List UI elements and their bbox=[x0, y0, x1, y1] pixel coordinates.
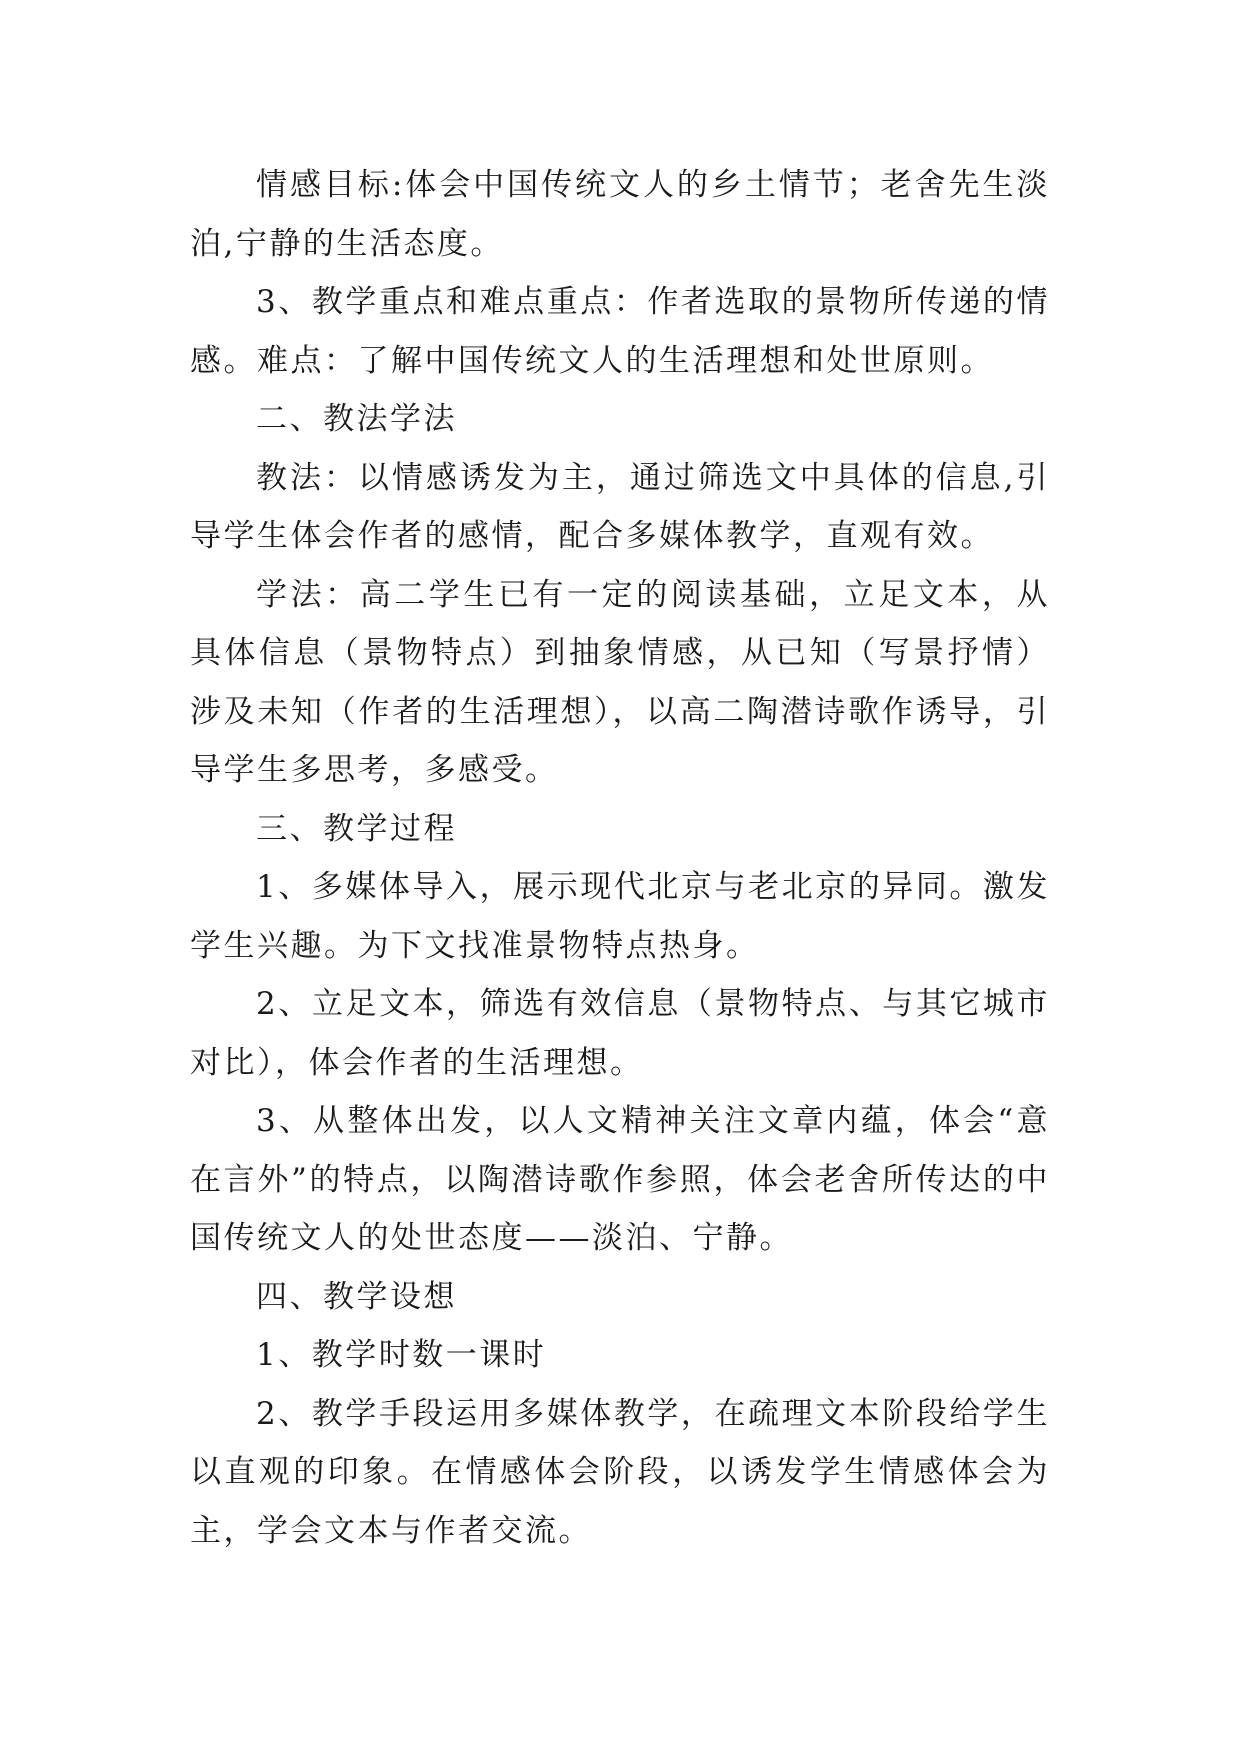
paragraph-process-step-1: 1、多媒体导入，展示现代北京与老北京的异同。激发学生兴趣。为下文找准景物特点热身。 bbox=[190, 869, 1050, 964]
paragraph-process-step-2: 2、立足文本，筛选有效信息（景物特点、与其它城市对比），体会作者的生活理想。 bbox=[190, 986, 1050, 1081]
paragraph-plan-step-1: 1、教学时数一课时 bbox=[256, 1337, 547, 1373]
heading-teaching-methods: 二、教法学法 bbox=[256, 401, 457, 437]
paragraph-key-points: 3、教学重点和难点重点：作者选取的景物所传递的情感。难点：了解中国传统文人的生活理想和处世原则。 bbox=[190, 284, 1050, 379]
paragraph-plan-step-2: 2、教学手段运用多媒体教学，在疏理文本阶段给学生以直观的印象。在情感体会阶段，以诱发学生情感体会为主，学会文本与作者交流。 bbox=[190, 1395, 1050, 1549]
document-body bbox=[190, 156, 1050, 1560]
paragraph-learning-method: 学法：高二学生已有一定的阅读基础，立足文本，从具体信息（景物特点）到抽象情感，从已知（写景抒情）涉及未知（作者的生活理想），以高二陶潜诗歌作诱导，引导学生多思考，多感受。 bbox=[190, 576, 1050, 788]
paragraph-emotional-goal: 情感目标:体会中国传统文人的乡土情节；老舍先生淡泊,宁静的生活态度。 bbox=[190, 167, 1050, 262]
heading-teaching-plan: 四、教学设想 bbox=[256, 1278, 457, 1315]
heading-teaching-process: 三、教学过程 bbox=[256, 810, 457, 847]
paragraph-process-step-3: 3、从整体出发，以人文精神关注文章内蕴，体会“意在言外”的特点，以陶潜诗歌作参照，体会老舍所传达的中国传统文人的处世态度——淡泊、宁静。 bbox=[190, 1103, 1050, 1256]
paragraph-teaching-method: 教法：以情感诱发为主，通过筛选文中具体的信息,引导学生体会作者的感情，配合多媒体教学，直观有效。 bbox=[190, 459, 1050, 554]
